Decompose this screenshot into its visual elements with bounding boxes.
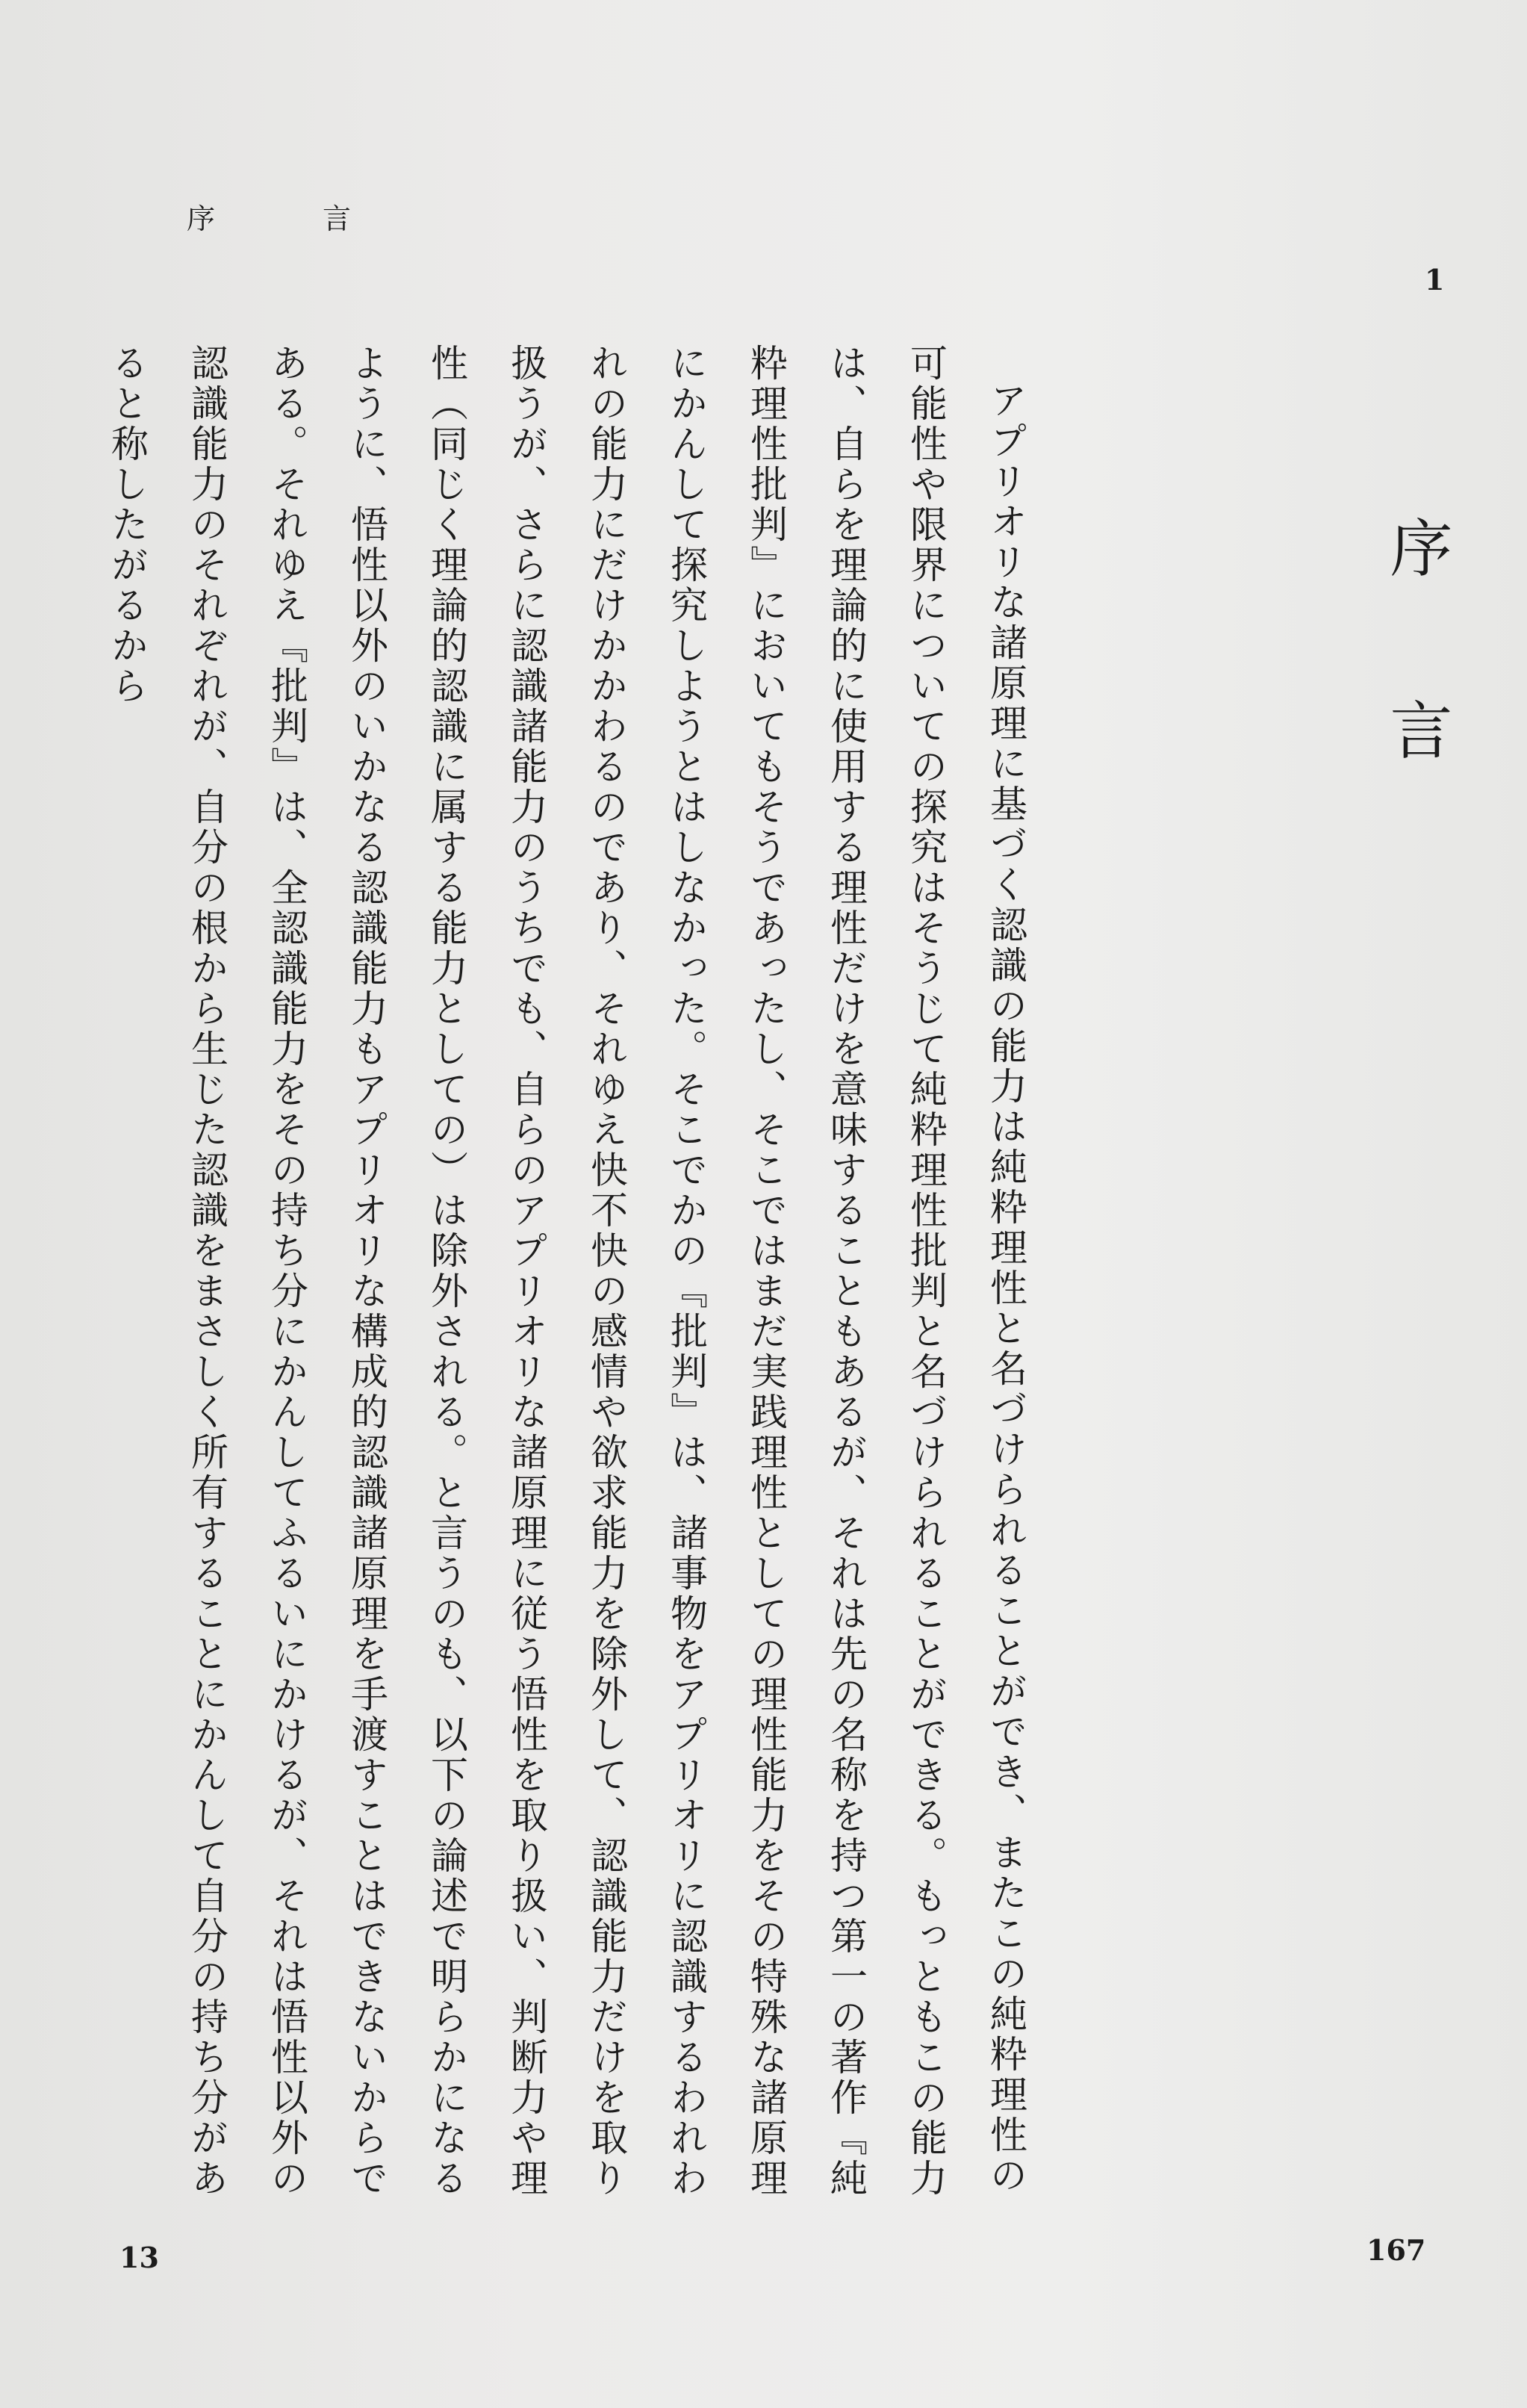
body-text xyxy=(105,344,1045,2226)
running-head xyxy=(187,196,351,237)
running-head-left: 序 xyxy=(187,202,216,235)
chapter-title: 序言 xyxy=(1380,515,1453,880)
body-paragraph: アプリオリな諸原理に基づく認識の能力は純粋理性と名づけられることができ、またこの純粋理性の可能性や限界についての探究はそうじて純粋理性批判と名づけられることができる。もっともこの能力は、自らを理論的に使用する理性だけを意味することもあるが、それは先の名称を持つ第一の著作『純粋理性批判』においてもそうであったし、そこではまだ実践理性としての理性能力をその特殊な諸原理にかんして探究しようとはしなかった。そこでかの『批判』は、諸事物をアプリオリに認識するわれわれの能力にだけかかわるのであり、それゆえ快不快の感情や欲求能力を除外して、認識能力だけを取り扱うが、さらに認識諸能力のうちでも、自らのアプリオリな諸原理に従う悟性を取り扱い、判断力や理性（同じく理論的認識に属する能力としての）は除外される。と言うのも、以下の論述で明らかになるように、悟性以外のいかなる認識能力もアプリオリな構成的認識諸原理を手渡すことはできないからである。それゆえ『批判』は、全認識能力をその持ち分にかんしてふるいにかけるが、それは悟性以外の認識能力のそれぞれが、自分の根から生じた認識をまさしく所有することにかんして自分の持ち分があると称したがるから xyxy=(105,344,1027,2199)
running-head-right: 言 xyxy=(322,202,351,235)
folio-left: 13 xyxy=(119,2241,159,2274)
folio-right: 167 xyxy=(1366,2233,1426,2267)
chapter-number: 1 xyxy=(1425,263,1445,297)
